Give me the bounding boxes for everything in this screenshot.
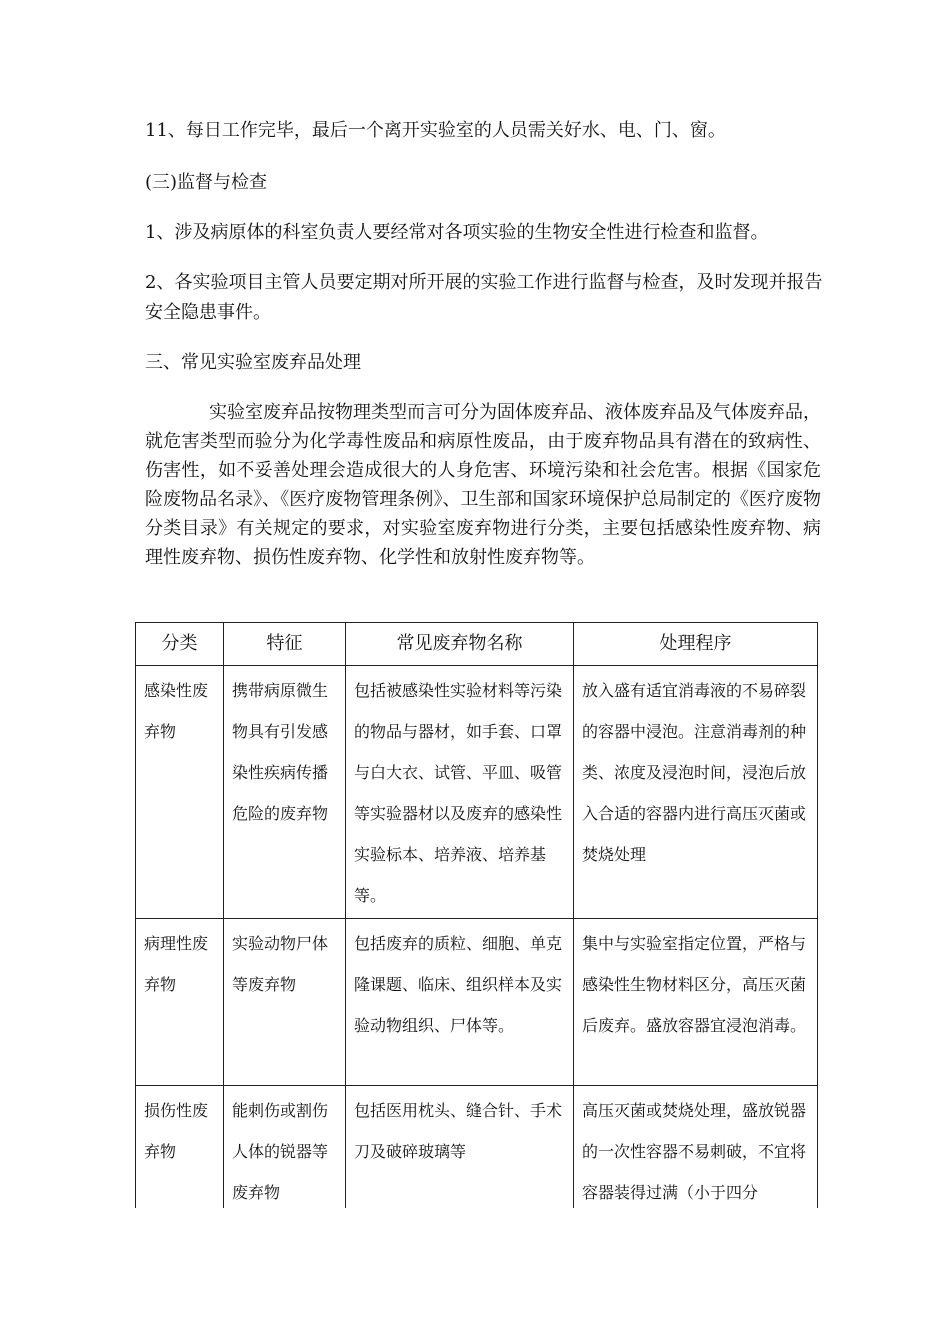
paragraph-supervision-2: 2、各实验项目主管人员要定期对所开展的实验工作进行监督与检查，及时发现并报告安全隐患事件。 [145,272,823,323]
paragraph-supervision-1: 1、涉及病原体的科室负责人要经常对各项实验的生物安全性进行检查和监督。 [145,222,769,243]
table-cell: 感染性废弃物 [136,666,224,919]
table-cell: 损伤性废弃物 [136,1086,224,1216]
header-category: 分类 [136,623,224,666]
table-cell: 放入盛有适宜消毒液的不易碎裂的容器中浸泡。注意消毒剂的种类、浓度及浸泡时间，浸泡后放入合适的容器内进行高压灭菌或焚烧处理 [574,666,818,919]
header-common-waste: 常见废弃物名称 [346,623,574,666]
table-header-row [136,623,818,666]
table-cell: 病理性废弃物 [136,919,224,1086]
page-bottom-margin [0,1208,950,1344]
waste-table [135,622,818,1216]
header-feature: 特征 [224,623,346,666]
table-cell: 集中与实验室指定位置，严格与感染性生物材料区分，高压灭菌后废弃。盛放容器宜浸泡消毒。 [574,919,818,1086]
table-cell: 高压灭菌或焚烧处理，盛放锐器的一次性容器不易刺破，不宜将容器装得过满（小于四分 [574,1086,818,1216]
header-procedure: 处理程序 [574,623,818,666]
table-cell: 包括医用枕头、缝合针、手术刀及破碎玻璃等 [346,1086,574,1216]
section-heading-supervision: (三)监督与检查 [145,172,268,193]
table-cell: 包括被感染性实验材料等污染的物品与器材，如手套、口罩与白大衣、试管、平皿、吸管等实验器材以及废弃的感染性实验标本、培养液、培养基等。 [346,666,574,919]
section-heading-waste: 三、常见实验室废弃品处理 [145,352,361,373]
table-cell: 携带病原微生物具有引发感染性疾病传播危险的废弃物 [224,666,346,919]
table-row [136,666,818,919]
paragraph-item-11: 11、每日工作完毕，最后一个离开实验室的人员需关好水、电、门、窗。 [145,120,726,141]
table-cell: 能刺伤或割伤人体的锐器等废弃物 [224,1086,346,1216]
paragraph-waste-intro: 实验室废弃品按物理类型而言可分为固体废弃品、液体废弃品及气体废弃品，就危害类型而验分为化学毒性废品和病原性废品，由于废弃物品具有潜在的致病性、伤害性，如不妥善处理会造成很大的人身危害、环境污染和社会危害。根据《国家危险废物品名录》、《医疗废物管理条例》、卫生部和国家环境保护总局制定的《医疗废物分类目录》有关规定的要求，对实验室废弃物进行分类，主要包括感染性废弃物、病理性废弃物、损伤性废弃物、化学性和放射性废弃物等。 [145,402,821,568]
table-cell: 实验动物尸体等废弃物 [224,919,346,1086]
table-row [136,919,818,1086]
table-row [136,1086,818,1216]
table-cell: 包括废弃的质粒、细胞、单克隆课题、临床、组织样本及实验动物组织、尸体等。 [346,919,574,1086]
